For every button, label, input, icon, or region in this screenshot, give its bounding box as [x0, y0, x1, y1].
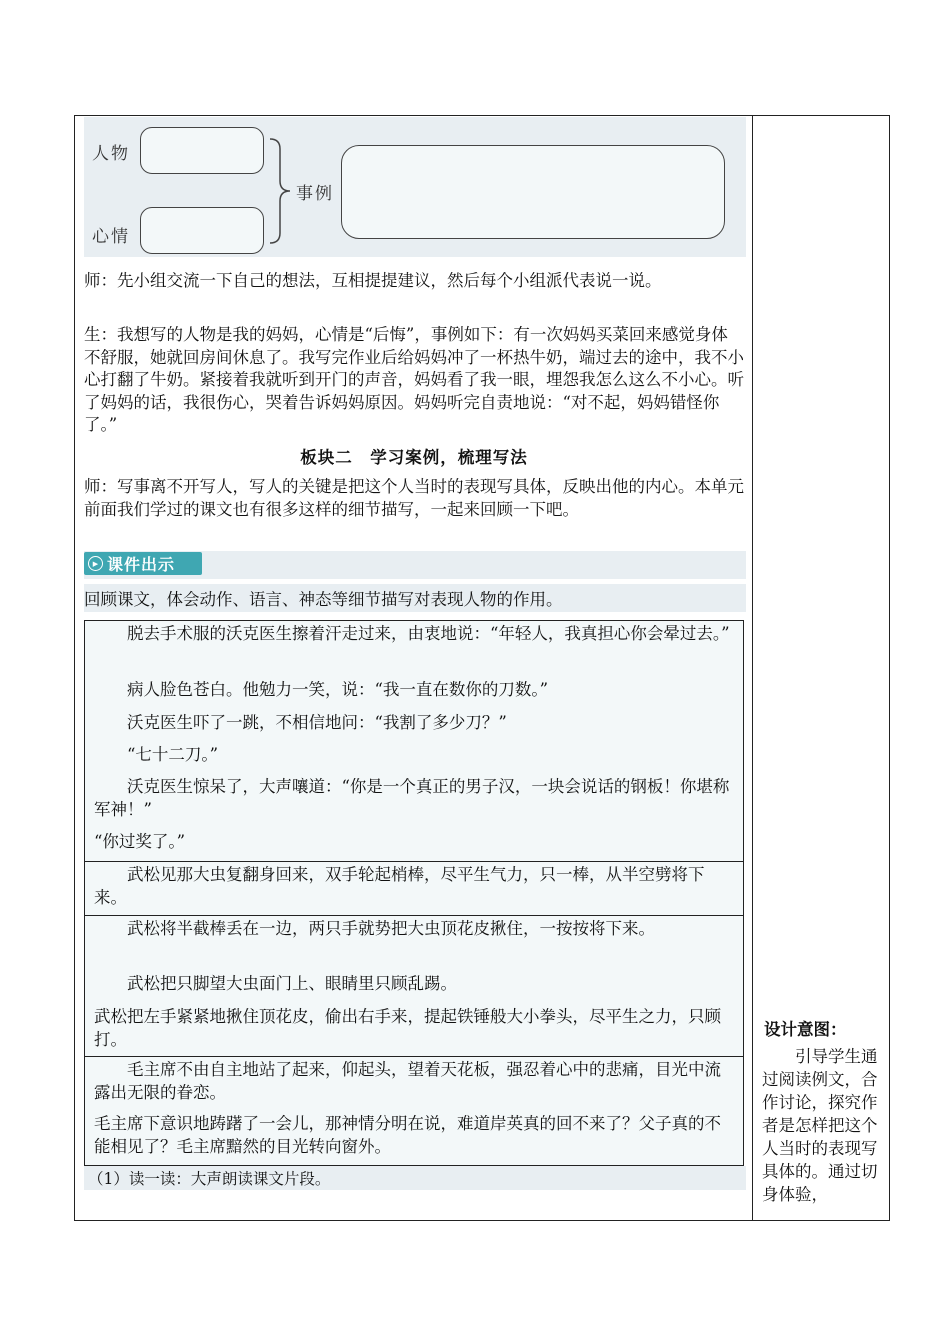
- label-mood: 心情: [92, 227, 130, 247]
- teacher-prompt-2: 师：写事离不开写人，写人的关键是把这个人当时的表现写具体，反映出他的内心。本单元前面我们学过的课文也有很多这样的细节描写，一起来回顾一下吧。: [84, 477, 744, 519]
- design-intent-title: 设计意图：: [764, 1020, 847, 1039]
- quote-paragraph: “你过奖了。”: [94, 832, 186, 851]
- person-mood-example-diagram: [84, 117, 746, 257]
- quote-box-soldier-god: [84, 620, 744, 862]
- quote-paragraph: 沃克医生吓了一跳，不相信地问：“我割了多少刀？”: [127, 713, 507, 732]
- person-box: [140, 127, 264, 174]
- quote-box-chairman: [84, 1056, 744, 1166]
- label-example: 事例: [296, 184, 334, 204]
- quote-paragraph: 病人脸色苍白。他勉力一笑，说：“我一直在数你的刀数。”: [127, 680, 549, 699]
- quote-box-wusong-2: [84, 915, 744, 1057]
- student-answer-1: 生：我想写的人物是我的妈妈，心情是“后悔”，事例如下：有一次妈妈买菜回来感觉身体不舒服，她就回房间休息了。我写完作业后给妈妈冲了一杯热牛奶，端过去的途中，我不小心打翻了牛奶。紧接着我就听到开门的声音，妈妈看了我一眼，埋怨我怎么这么不小心。听了妈妈的话，我很伤心，哭着告诉妈妈原因。妈妈听完自责地说：“对不起，妈妈错怪你了。”: [84, 325, 744, 434]
- read-aloud-instruction: （1）读一读：大声朗读课文片段。: [88, 1170, 331, 1188]
- play-icon: ▶: [88, 556, 103, 571]
- column-divider: [752, 115, 753, 1221]
- quote-paragraph: 毛主席下意识地踌躇了一会儿，那神情分明在说，难道岸英真的回不来了？父子真的不能相见了？毛主席黯然的目光转向窗外。: [94, 1114, 721, 1156]
- quote-box-wusong-1: [84, 861, 744, 916]
- example-box: [341, 145, 725, 239]
- quote-paragraph: 武松把左手紧紧地揪住顶花皮，偷出右手来，提起铁锤般大小拳头，尽平生之力，只顾打。: [94, 1007, 721, 1049]
- banner-label: 课件出示: [107, 555, 176, 574]
- quote-paragraph: 毛主席不由自主地站了起来，仰起头，望着天花板，强忍着心中的悲痛，目光中流露出无限的眷恋。: [94, 1060, 721, 1102]
- teacher-prompt-1: 师：先小组交流一下自己的想法，互相提提建议，然后每个小组派代表说一说。: [84, 271, 662, 290]
- section-heading: 板块二 学习案例，梳理写法: [300, 448, 528, 467]
- design-intent-body: 引导学生通过阅读例文，合作讨论，探究作者是怎样把这个人当时的表现写具体的。通过切身体验，: [762, 1047, 878, 1204]
- quote-paragraph: 武松见那大虫复翻身回来，双手轮起梢棒，尽平生气力，只一棒，从半空劈将下来。: [94, 865, 705, 907]
- quote-paragraph: 武松把只脚望大虫面门上、眼睛里只顾乱踢。: [127, 974, 457, 993]
- quote-paragraph: 沃克医生惊呆了，大声嚷道：“你是一个真正的男子汉，一块会说话的钢板！你堪称军神！”: [94, 777, 730, 819]
- review-instruction: 回顾课文，体会动作、语言、神态等细节描写对表现人物的作用。: [84, 590, 563, 609]
- label-person: 人物: [92, 144, 130, 164]
- brace-icon: [268, 137, 298, 245]
- mood-box: [140, 207, 264, 254]
- quote-paragraph: 脱去手术服的沃克医生擦着汗走过来，由衷地说：“年轻人，我真担心你会晕过去。”: [127, 624, 730, 643]
- courseware-banner: [84, 552, 202, 575]
- quote-paragraph: 武松将半截棒丢在一边，两只手就势把大虫顶花皮揪住，一按按将下来。: [127, 919, 655, 938]
- quote-paragraph: “七十二刀。”: [127, 745, 219, 764]
